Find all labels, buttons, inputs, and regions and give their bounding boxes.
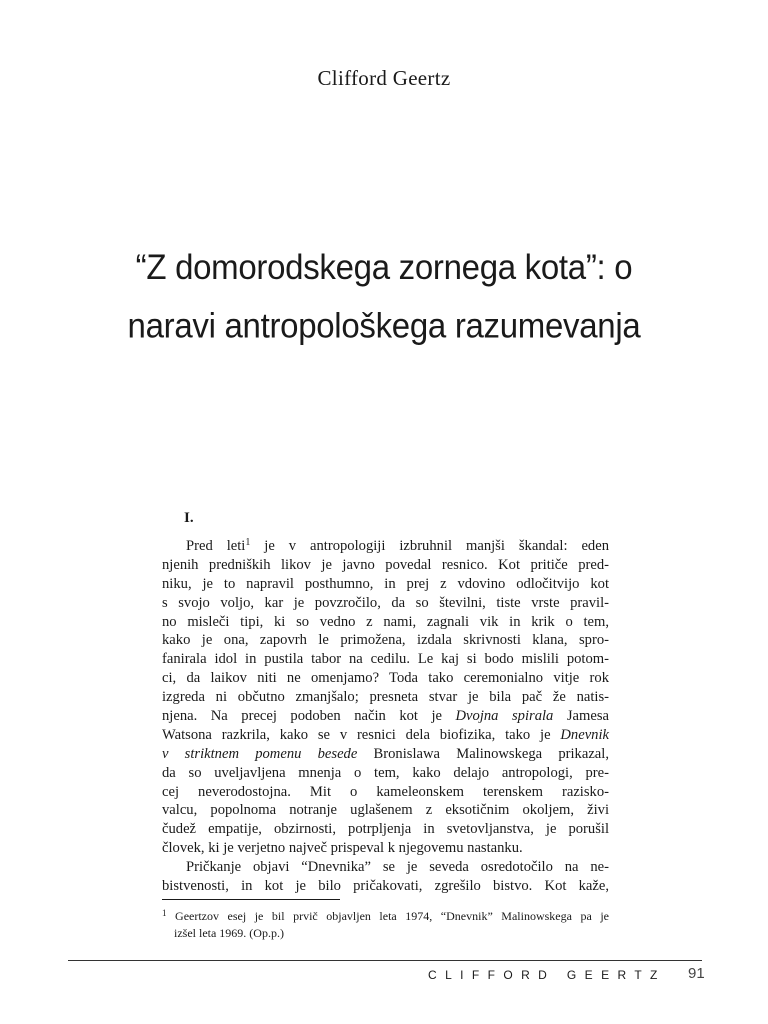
text-line: s svojo voljo, kar je povzročilo, da so številni, tiste vrste pravil- — [162, 594, 609, 611]
text-line: da so uveljavljena mnenja o tem, kako delajo antropologi, pre- — [162, 764, 609, 781]
italic-title-run: Dvojna spirala — [455, 708, 554, 725]
text-line: niku, je to napravil posthumno, in prej z vdovino odločitvijo kot — [162, 575, 609, 592]
section-heading: I. — [184, 510, 194, 526]
text-line — [162, 745, 609, 764]
text-line — [162, 707, 609, 726]
text-run: Geertzov esej je bil prvič objavljen leta 1974, “Dnevnik” Malinowskega pa je — [166, 909, 609, 923]
text-run: njena. Na precej podoben način kot je — [162, 708, 456, 725]
text-line: bistvenosti, in kot je bilo pričakovati, zgrešilo bistvo. Kot kaže, — [162, 878, 609, 895]
text-run: je v antropologiji izbruhnil manjši škandal: eden — [250, 538, 609, 554]
running-footer-title: CLIFFORD GEERTZ — [428, 968, 666, 982]
text-line: fanirala idol in pustila tabor na cedilu. Le kaj si bodo mislili potom- — [162, 651, 609, 668]
footnote — [162, 908, 609, 941]
footnote-line: izšel leta 1969. (Op.p.) — [174, 925, 284, 940]
text-line: cej neverodostojna. Mit o kameleonskem terenskem razisko- — [162, 783, 609, 800]
title-line-1: “Z domorodskega zornega kota”: o — [135, 246, 633, 287]
text-run: Watsona razkrila, kako se v resnici dela biofizika, tako je — [162, 726, 561, 743]
footnote-marker: 1 — [162, 908, 167, 918]
text-line: človek, ki je verjetno največ prispeval k njegovemu nastanku. — [162, 840, 523, 857]
title-line-2: naravi antropološkega razumevanja — [127, 304, 641, 345]
text-line: Pričkanje objavi “Dnevnika” se je seveda osredotočilo na ne- — [186, 859, 609, 876]
author-name: Clifford Geertz — [317, 66, 451, 90]
footer-divider — [68, 960, 702, 961]
page-number: 91 — [688, 965, 705, 982]
text-line: ci, da laikov niti ne omenjamo? Toda tako ceremonialno vitje rok — [162, 670, 609, 687]
footnote-line — [162, 908, 609, 925]
text-line: valcu, popolnoma notranje uglašenem z eksotičnim okoljem, živi — [162, 802, 609, 819]
text-line: izgreda ni občutno zmanjšalo; presneta stvar je bila pač že natis- — [162, 689, 609, 706]
text-line: čudež empatije, obzirnosti, potrpljenja in svetovljanstva, je porušil — [162, 821, 609, 838]
footnote-divider — [162, 899, 340, 900]
italic-title-run: Dnevnik — [560, 726, 609, 743]
italic-title-run: v striktnem pomenu besede — [162, 745, 358, 762]
text-line: no misleči tipi, ki so vedno z nami, zagnali vik in krik o tem, — [162, 613, 609, 630]
footnote-reference[interactable]: 1 — [245, 537, 251, 548]
article-title — [60, 238, 708, 355]
text-line — [162, 537, 609, 556]
text-run: Pred leti — [186, 538, 246, 554]
text-line: njenih predniških likov je javno povedal resnico. Kot pritiče pred- — [162, 556, 609, 573]
text-run: Jamesa — [553, 708, 609, 725]
text-line: kako je ona, zapovrh le primožena, izdala skrivnosti klana, spro- — [162, 632, 609, 649]
body-text — [162, 537, 609, 896]
text-run: Bronislawa Malinowskega prikazal, — [357, 745, 609, 762]
text-line — [162, 726, 609, 745]
